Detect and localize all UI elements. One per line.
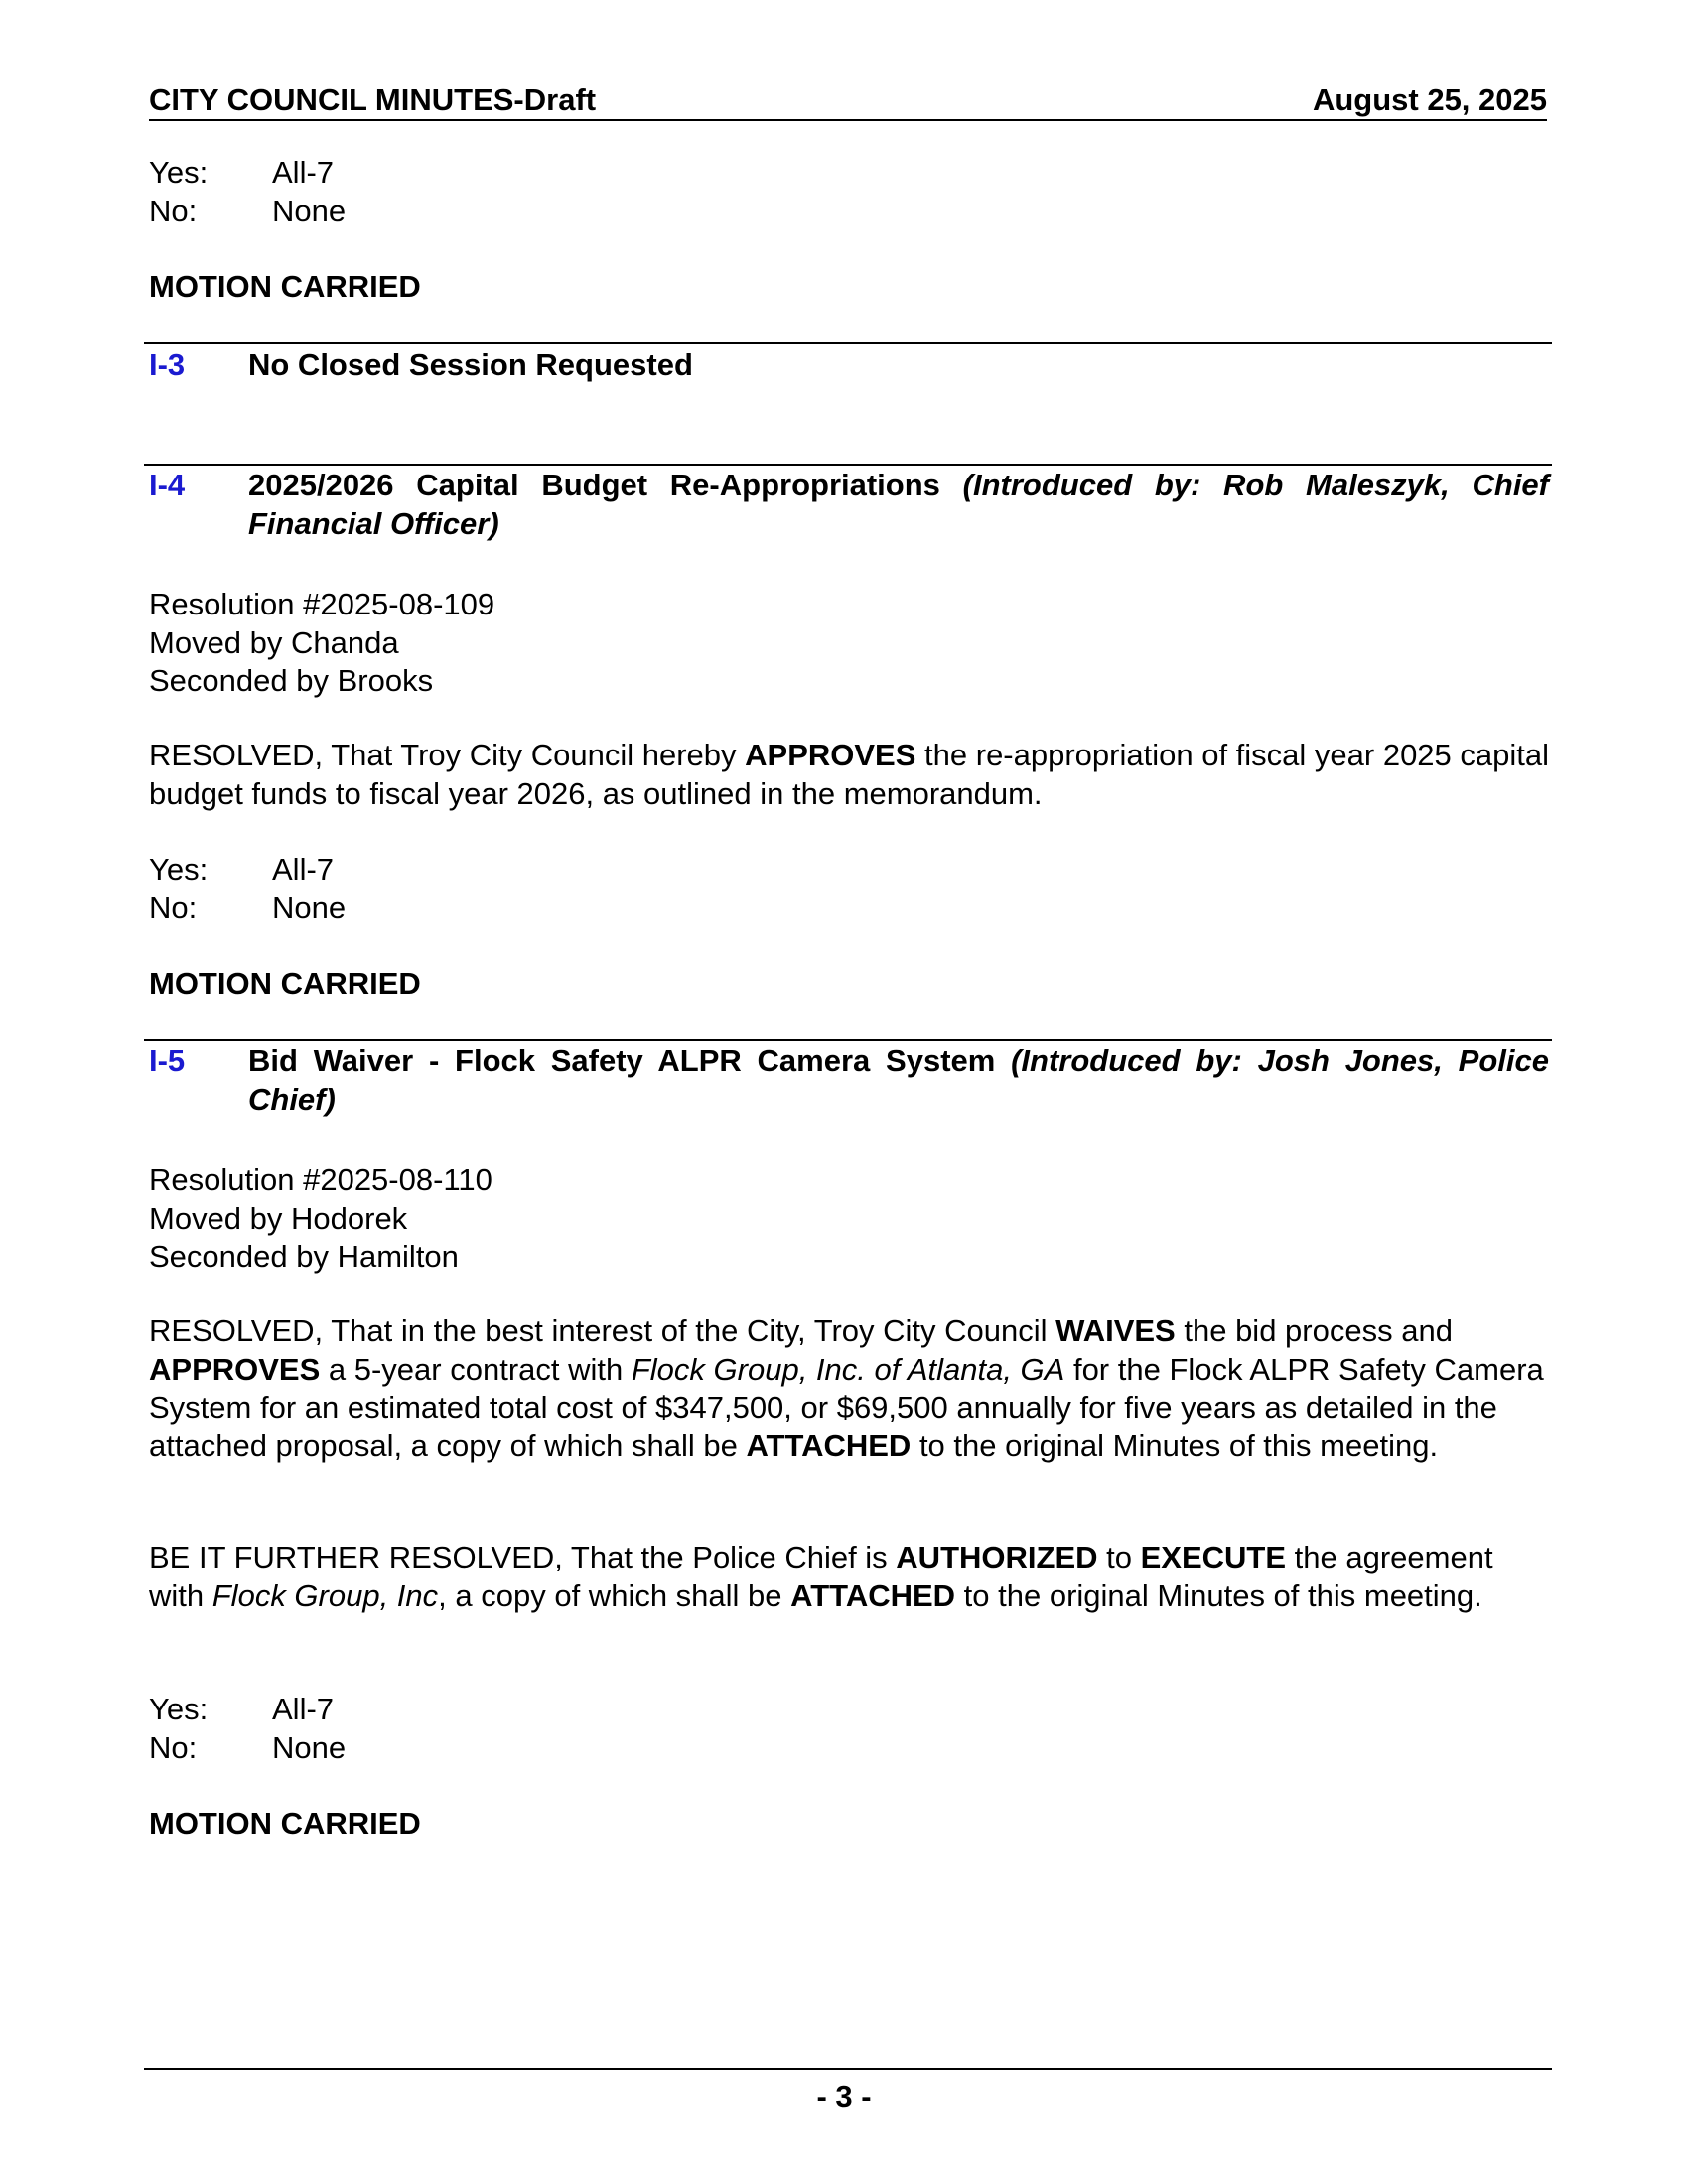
- agenda-item-i5: [149, 1042, 1549, 1119]
- resolution-text-i4: [149, 737, 1549, 813]
- resolution-text-i5: [149, 1312, 1549, 1465]
- vote-yes-row: [149, 851, 1549, 889]
- resolved-text: the agreement with: [149, 1540, 1493, 1613]
- item-introducer: (Introduced by: Rob Maleszyk, Chief Financial Officer): [248, 468, 1549, 541]
- resolved-action: APPROVES: [745, 738, 916, 772]
- section-divider: [144, 1039, 1552, 1041]
- vote-yes-row: [149, 154, 1549, 193]
- resolved-text: , a copy of which shall be: [438, 1577, 791, 1613]
- item-title: [248, 467, 1549, 543]
- resolution-meta-i5: [149, 1161, 1549, 1277]
- yes-value: All-7: [272, 1692, 335, 1726]
- seconded-by: Seconded by Hamilton: [149, 1239, 459, 1274]
- resolved-text: the bid process and: [1175, 1313, 1453, 1348]
- resolved-text: for the Flock ALPR Safety Camera System for an estimated total cost of $347,500, or $69,500 annually for five years as detailed in the attached proposal, a copy of which shall be: [149, 1351, 1544, 1463]
- resolved-action: APPROVES: [149, 1351, 321, 1387]
- vote-block-i5: [149, 1691, 1549, 1767]
- item-number: I-3: [149, 347, 186, 382]
- no-label: No:: [149, 1729, 198, 1765]
- item-number: I-4: [149, 468, 186, 502]
- no-label: No:: [149, 889, 198, 925]
- page-header: [149, 79, 1547, 121]
- item-title-text: 2025/2026 Capital Budget Re-Appropriations: [248, 468, 940, 502]
- yes-label: Yes:: [149, 1692, 209, 1726]
- yes-label: Yes:: [149, 852, 209, 887]
- yes-value: All-7: [272, 155, 335, 190]
- item-title-text: Bid Waiver - Flock Safety ALPR Camera System: [248, 1043, 996, 1078]
- further-resolved-paragraph: [149, 1539, 1549, 1615]
- resolved-text: to the original Minutes of this meeting.: [955, 1577, 1482, 1613]
- resolved-paragraph: [149, 1312, 1549, 1465]
- vote-block-top: [149, 154, 1549, 230]
- no-value: None: [272, 193, 347, 228]
- agenda-item-i4: [149, 467, 1549, 543]
- resolved-text: RESOLVED, That Troy City Council hereby: [149, 738, 746, 772]
- yes-label: Yes:: [149, 155, 209, 190]
- motion-carried-i4: MOTION CARRIED: [149, 966, 421, 1001]
- page-number: - 3 -: [816, 2079, 872, 2114]
- item-introducer: (Introduced by: Josh Jones, Police Chief): [248, 1043, 1549, 1117]
- no-value: None: [272, 889, 347, 925]
- resolved-paragraph: [149, 737, 1549, 813]
- section-divider: [144, 464, 1552, 466]
- vendor-name: Flock Group, Inc: [211, 1577, 439, 1613]
- no-value: None: [272, 1729, 347, 1765]
- vote-yes-row: [149, 1691, 1549, 1729]
- motion-carried-i5: MOTION CARRIED: [149, 1806, 421, 1841]
- item-number: I-5: [149, 1043, 186, 1078]
- further-resolution-i5: [149, 1539, 1549, 1615]
- resolved-action: AUTHORIZED: [896, 1540, 1098, 1574]
- document-title: CITY COUNCIL MINUTES-Draft: [149, 82, 597, 117]
- vendor-name: Flock Group, Inc. of Atlanta, GA: [631, 1351, 1065, 1387]
- section-divider: [144, 342, 1552, 344]
- yes-value: All-7: [272, 852, 335, 887]
- item-title: No Closed Session Requested: [248, 347, 693, 382]
- meeting-date: August 25, 2025: [1312, 82, 1547, 117]
- seconded-by: Seconded by Brooks: [149, 663, 434, 698]
- resolution-number: Resolution #2025-08-109: [149, 587, 495, 621]
- motion-carried-top: MOTION CARRIED: [149, 269, 421, 304]
- vote-block-i4: [149, 851, 1549, 927]
- moved-by: Moved by Chanda: [149, 624, 399, 660]
- agenda-item-i3: [149, 346, 1549, 385]
- footer-divider: [144, 2068, 1552, 2070]
- resolution-number: Resolution #2025-08-110: [149, 1162, 492, 1197]
- resolved-text: the re-appropriation of fiscal year 2025 capital budget funds to fiscal year 2026, as outlined in the memorandum.: [149, 738, 1550, 811]
- resolved-action: ATTACHED: [790, 1577, 956, 1613]
- resolved-action: WAIVES: [1055, 1313, 1176, 1348]
- no-label: No:: [149, 193, 198, 228]
- vote-no-row: [149, 193, 1549, 231]
- resolved-text: to the original Minutes of this meeting.: [911, 1428, 1439, 1463]
- resolved-action: ATTACHED: [746, 1428, 912, 1463]
- moved-by: Moved by Hodorek: [149, 1200, 408, 1236]
- resolved-action: EXECUTE: [1140, 1540, 1287, 1574]
- resolved-text: a 5-year contract with: [320, 1351, 632, 1387]
- resolution-meta-i4: [149, 586, 1549, 701]
- item-title: [248, 1042, 1549, 1119]
- resolved-text: RESOLVED, That in the best interest of the City, Troy City Council: [149, 1313, 1056, 1348]
- resolved-text: to: [1097, 1540, 1141, 1574]
- resolved-text: BE IT FURTHER RESOLVED, That the Police Chief is: [149, 1540, 897, 1574]
- vote-no-row: [149, 1729, 1549, 1768]
- vote-no-row: [149, 889, 1549, 928]
